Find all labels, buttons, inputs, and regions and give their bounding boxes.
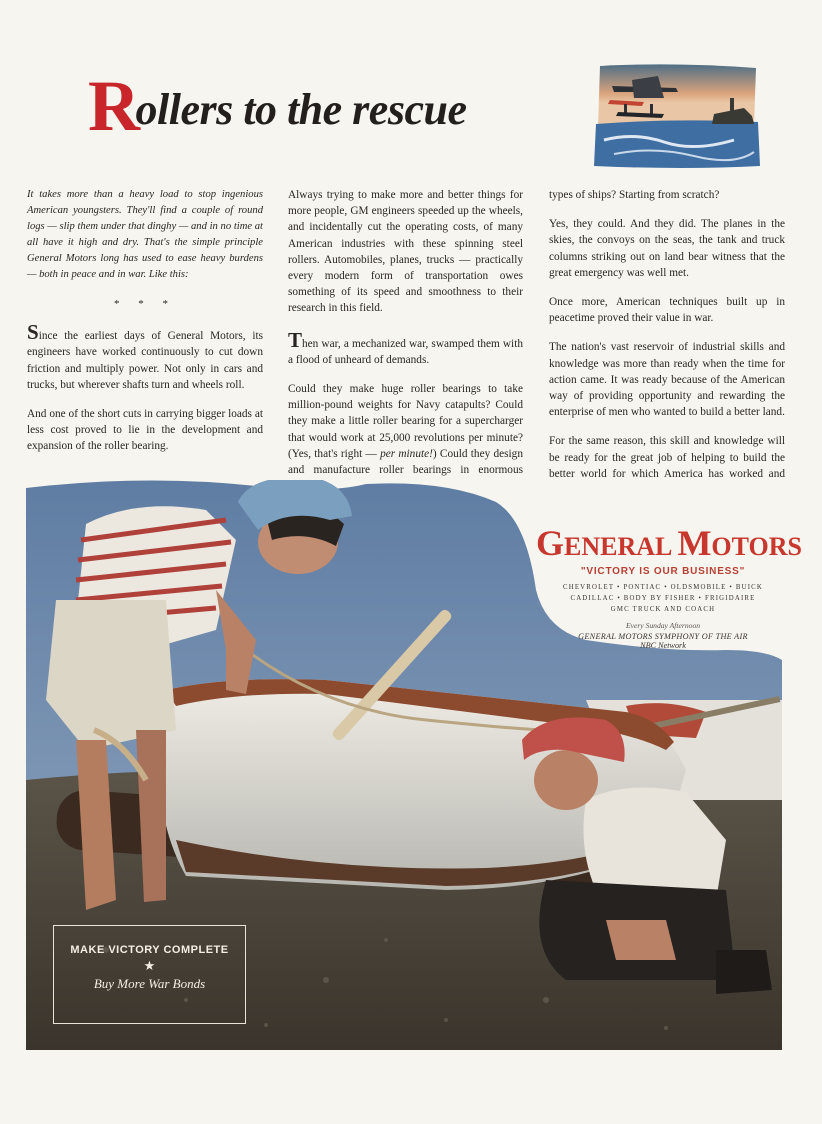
paragraph-text: hen war, a mechanized war, swamped them with a flood of unheard of demands. xyxy=(288,337,523,366)
seaplane-illustration xyxy=(594,62,760,170)
intro-paragraph: It takes more than a heavy load to stop ingenious American youngsters. They'll find a couple of round logs — slip them under that dinghy — and in no time at all have it high and dry. That's the simple principle General Motors long has used to ease heavy burdens — both in peace and in war. Like this: xyxy=(27,189,263,280)
section-separator: * * * xyxy=(114,298,176,310)
emphasis-text: per minute! xyxy=(380,447,433,460)
paragraph-text: Could they make huge roller bearings to take million-pound weights for Navy catapults? Could they make a little roller bearing for a supercharger that would work at 25,000 revolutions per minute? (Yes, that's right — xyxy=(288,383,523,460)
body-paragraph: Once more, American techniques built up in peacetime proved their value in war. xyxy=(549,296,785,325)
body-paragraph: For the same reason, this skill and knowledge will be ready for the great job of helping to build the better world for which America has worked and xyxy=(549,435,785,480)
body-paragraph: And one of the short cuts in carrying bigger loads at less cost proved to lie in the development and expansion of the roller bearing. xyxy=(27,408,263,453)
star-icon: ★ xyxy=(143,958,156,973)
brands-line: CHEVROLET • PONTIAC • OLDSMOBILE • BUICK xyxy=(562,584,763,591)
paragraph-text: ince the earliest days of General Motors, its engineers have worked continuously to cut down friction and multiply power. Not only in cars and trucks, but wherever shafts turn and wheels roll. xyxy=(27,330,263,391)
body-paragraph: Yes, they could. And they did. The planes in the skies, the convoys on the seas, the tank and truck columns striking out on land bear witness that the great emergency was well met. xyxy=(549,218,785,279)
general-motors-logo xyxy=(536,522,802,564)
headline xyxy=(88,66,467,146)
body-paragraph: Always trying to make more and better things for more people, GM engineers speeded up the wheels, and incidentally cut the operating costs, of many American industries with these spinning steel rollers. Automobiles, planes, trucks — practically every modern form of transportation owes something of its speed and smoothness to their research in this field. xyxy=(288,189,523,315)
headline-initial: R xyxy=(88,66,140,146)
gm-slogan: "VICTORY IS OUR BUSINESS" xyxy=(580,566,746,577)
paragraph-text: ) Could they design and manufacture roller bearings in enormous xyxy=(288,447,523,477)
radio-program-name: GENERAL MOTORS SYMPHONY OF THE AIR xyxy=(578,631,748,641)
gm-brands-list xyxy=(536,582,790,615)
text-column-2 xyxy=(288,187,523,507)
general-motors-logo-block xyxy=(536,522,802,650)
text-column-3 xyxy=(549,187,785,511)
war-bonds-text: Buy More War Bonds xyxy=(93,976,206,991)
text-column-1 xyxy=(27,187,263,468)
war-bonds-box xyxy=(53,925,246,1024)
logo-letter: M xyxy=(677,523,712,563)
logo-text: ENERAL xyxy=(564,532,678,561)
body-paragraph: types of ships? Starting from scratch? xyxy=(549,189,720,201)
brands-line: GMC TRUCK AND COACH xyxy=(610,606,716,613)
victory-heading: MAKE VICTORY COMPLETE xyxy=(70,944,229,956)
radio-network: NBC Network xyxy=(640,640,686,650)
brands-line: CADILLAC • BODY BY FISHER • FRIGIDAIRE xyxy=(570,595,756,602)
radio-schedule: Every Sunday Afternoon xyxy=(625,621,701,630)
drop-cap: T xyxy=(288,327,303,352)
body-paragraph: The nation's vast reservoir of industrial skills and knowledge was more than ready when the time for action came. It was ready because of the American way of providing opportunity and rewarding the enterprise of men who wanted to build a better land. xyxy=(549,341,785,419)
logo-letter: G xyxy=(536,523,565,563)
body-paragraph xyxy=(288,381,523,494)
drop-cap: S xyxy=(27,320,39,345)
headline-text: ollers to the rescue xyxy=(135,85,467,134)
logo-text: OTORS xyxy=(711,532,802,561)
body-paragraph xyxy=(288,327,523,368)
body-paragraph xyxy=(27,322,263,393)
